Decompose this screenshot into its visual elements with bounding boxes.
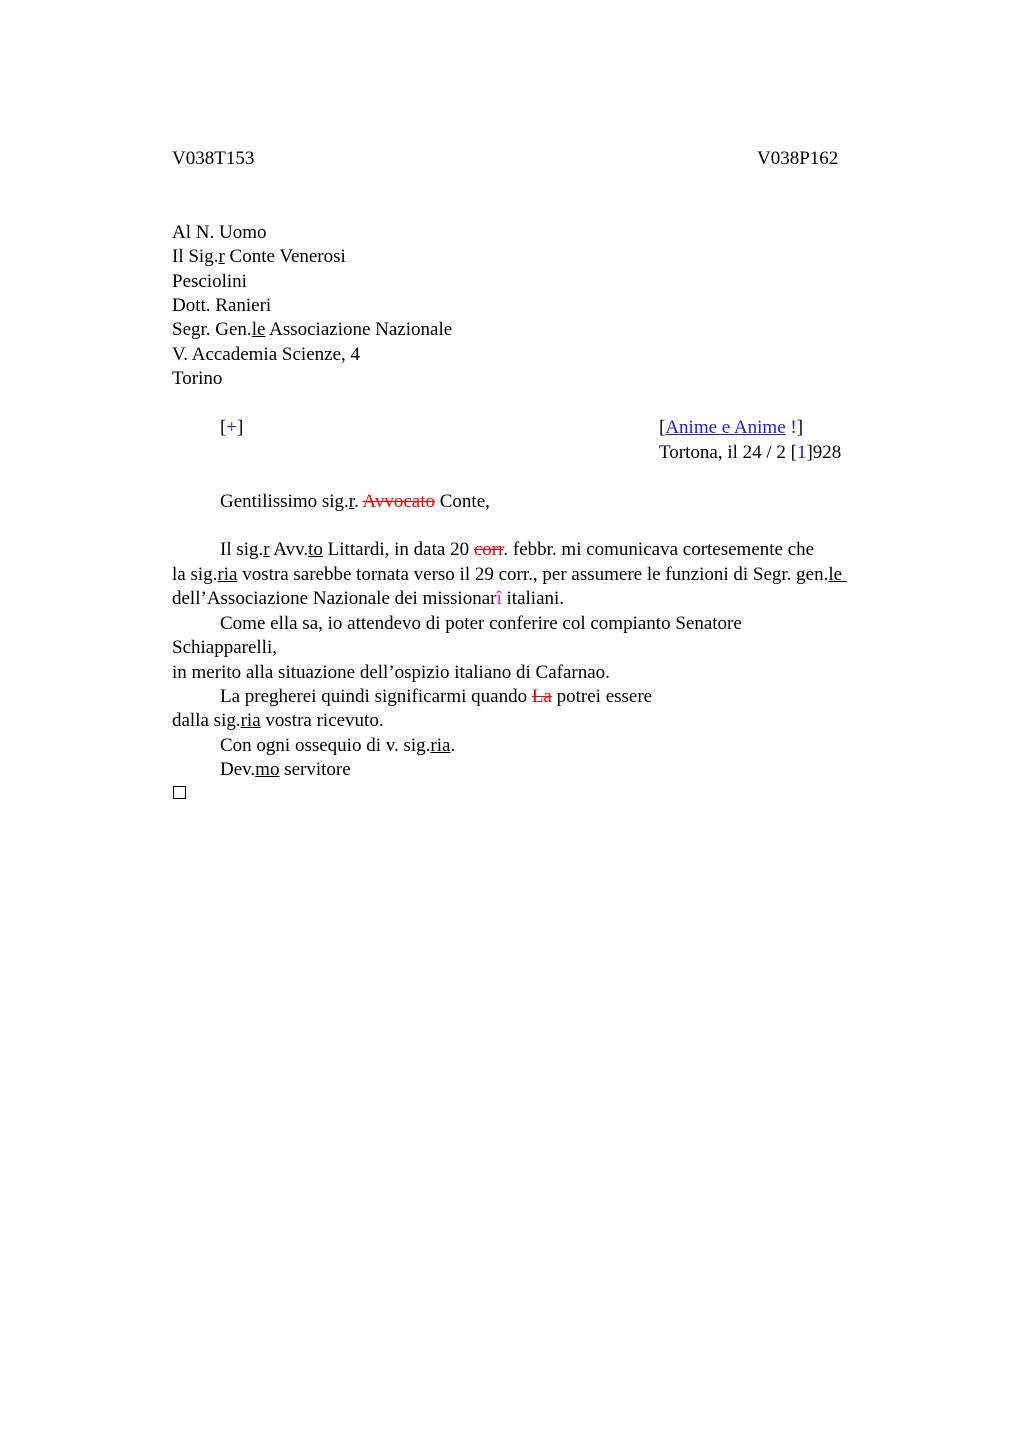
salutation-abbr: r <box>348 491 355 512</box>
body-text: Dev. <box>220 759 256 780</box>
body-line: Schiapparelli, <box>172 637 277 658</box>
body-abbr: ria <box>217 564 238 585</box>
body-line <box>220 758 351 782</box>
address-line: Torino <box>172 368 223 389</box>
body-text: Il sig. <box>220 539 264 560</box>
body-text: La pregherei quindi significarmi quando <box>220 686 532 707</box>
body-text: servitore <box>279 759 351 780</box>
date-text: ]928 <box>806 442 842 463</box>
body-text: la sig. <box>172 564 218 585</box>
body-text: vostra sarebbe tornata verso il 29 corr., per assumere le funzioni di Segr. gen. <box>237 564 829 585</box>
body-accent: î <box>496 588 502 609</box>
document-id-left: V038T153 <box>172 148 255 169</box>
body-text: Con ogni ossequio di v. sig. <box>220 735 431 756</box>
address-abbr: le <box>251 319 266 340</box>
address-text: Conte Venerosi <box>224 246 346 267</box>
body-line <box>172 587 564 611</box>
body-abbr: to <box>308 539 323 560</box>
body-text: vostra ricevuto. <box>260 710 384 731</box>
address-line: V. Accademia Scienze, 4 <box>172 344 360 365</box>
body-text: potrei essere <box>551 686 653 707</box>
address-text: Associazione Nazionale <box>265 319 453 340</box>
body-text: italiani. <box>501 588 565 609</box>
bracket: [ <box>659 417 666 438</box>
address-line <box>172 245 346 269</box>
cross-mark <box>220 416 243 440</box>
deleted-word: Avvocato <box>362 491 435 512</box>
deleted-word: La <box>531 686 552 707</box>
body-line <box>220 538 814 562</box>
body-line: in merito alla situazione dell’ospizio italiano di Cafarnao. <box>172 662 610 683</box>
body-text: Littardi, in data 20 <box>322 539 474 560</box>
body-abbr: ria <box>430 735 451 756</box>
body-text: . febbr. mi comunicava cortesemente che <box>503 539 815 560</box>
salutation-text: . <box>354 491 363 512</box>
motto <box>659 416 803 440</box>
body-line <box>172 563 847 587</box>
body-line <box>220 734 455 758</box>
address-line: Al N. Uomo <box>172 222 267 243</box>
plus-icon: + <box>226 417 238 438</box>
body-text: dalla sig. <box>172 710 241 731</box>
bracket: [ <box>220 417 227 438</box>
motto-excl: ! <box>785 417 797 438</box>
document-id-right: V038P162 <box>757 148 839 169</box>
body-abbr: mo <box>255 759 280 780</box>
salutation-text: Conte, <box>435 491 490 512</box>
salutation <box>220 490 490 514</box>
body-text: Avv. <box>269 539 309 560</box>
bracket: ] <box>796 417 804 438</box>
motto-link[interactable]: Anime e Anime <box>665 417 786 438</box>
checkbox-icon <box>173 786 186 799</box>
address-line: Dott. Ranieri <box>172 295 272 316</box>
date-text: Tortona, il 24 / 2 [ <box>659 442 797 463</box>
body-abbr: r <box>263 539 270 560</box>
body-line: Come ella sa, io attendevo di poter conferire col compianto Senatore <box>220 613 742 634</box>
address-abbr: r <box>218 246 225 267</box>
deleted-word: corr <box>473 539 504 560</box>
address-line <box>172 318 452 342</box>
salutation-text: Gentilissimo sig. <box>220 491 349 512</box>
body-line <box>172 709 384 733</box>
address-line: Pesciolini <box>172 271 247 292</box>
body-abbr: le <box>828 564 847 585</box>
body-line <box>220 685 652 709</box>
bracket: ] <box>237 417 244 438</box>
body-text: dell’Associazione Nazionale dei missionar <box>172 588 497 609</box>
date-line <box>659 441 841 465</box>
address-text: Segr. Gen. <box>172 319 252 340</box>
address-text: Il Sig. <box>172 246 219 267</box>
body-text: . <box>450 735 456 756</box>
body-abbr: ria <box>240 710 261 731</box>
date-digit: 1 <box>796 442 807 463</box>
